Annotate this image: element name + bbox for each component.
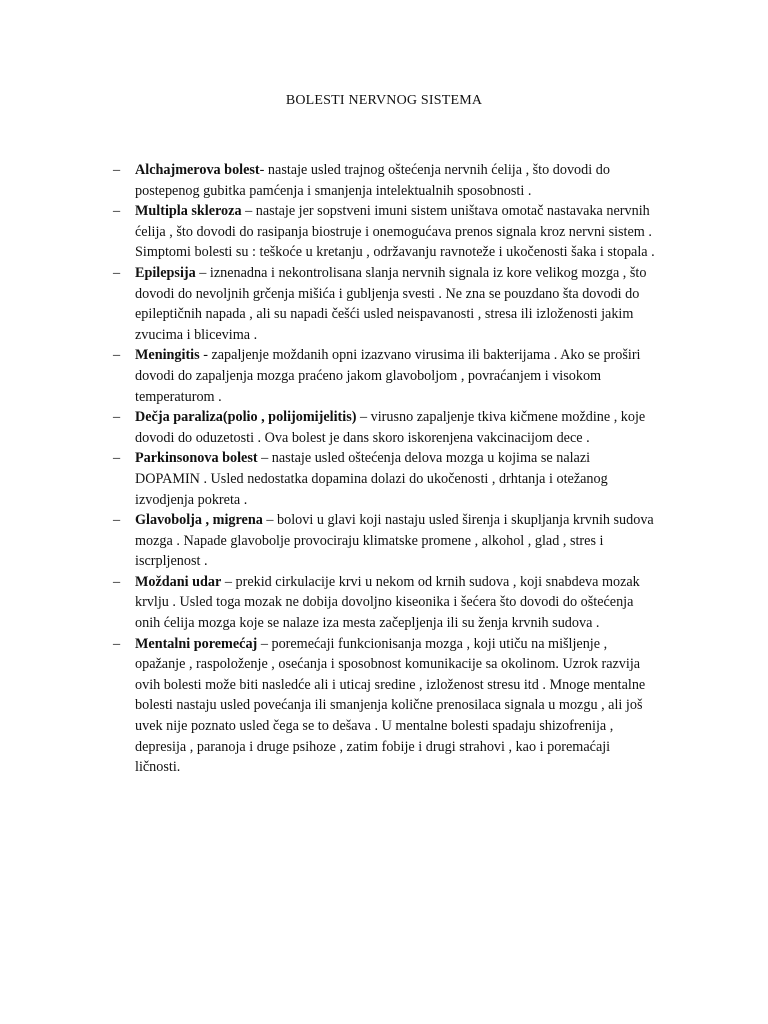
bullet-dash: –: [113, 203, 121, 220]
bullet-dash: –: [113, 162, 121, 178]
bullet-dash: –: [113, 635, 121, 652]
bullet-dash: –: [113, 512, 121, 529]
list-item: [0, 448, 655, 510]
page-title: BOLESTI NERVNOG SISTEMA: [285, 93, 483, 108]
item-term: Parkinsonova bolest: [135, 450, 258, 467]
item-text: - zapaljenje moždanih opni izazvano virusima ili bakterijama . Ako se proširi dovodi do zapaljenja mozga praćeno jakom glavoboljom , povraćanjem i visokom temperaturom .: [135, 347, 641, 405]
item-term: Moždani udar: [135, 573, 222, 590]
item-term: Dečja paraliza(polio , polijomijelitis): [135, 409, 357, 426]
bullet-dash: –: [113, 450, 121, 467]
item-text: – nastaje jer sopstveni imuni sistem uništava omotač nastavaka nervnih ćelija , što dovodi do rasipanja biostruje i onemogućava prenos signala kroz nervni sistem . Simptomi bolesti su : teškoće u kretanju , održavanju ravnoteže i ukočenosti šaka i stopala .: [135, 203, 655, 261]
bullet-dash: –: [113, 264, 121, 281]
item-term: Multipla skleroza: [135, 203, 242, 220]
list-item: [0, 510, 655, 572]
item-text: – nastaje usled oštećenja delova mozga u kojima se nalazi DOPAMIN . Usled nedostatka dopamina dolazi do ukočenosti , drhtanja i otežanog izvodjenja pokreta .: [135, 450, 608, 508]
item-text: - nastaje usled trajnog oštećenja nervnih ćelija , što dovodi do postepenog gubitka pamćenja i smanjenja intelektualnih sposobnosti .: [135, 162, 610, 199]
item-text: – virusno zapaljenje tkiva kičmene moždine , koje dovodi do oduzetosti . Ova bolest je dans skoro iskorenjena vakcinacijom dece .: [135, 409, 646, 446]
list-item: [0, 345, 655, 407]
item-term: Meningitis: [135, 347, 200, 364]
bullet-dash: –: [113, 347, 121, 364]
list-item: [0, 201, 655, 263]
item-text: – iznenadna i nekontrolisana slanja nervnih signala iz kore velikog mozga , što dovodi do nevoljnih grčenja mišića i gubljenja svesti . Ne zna se pouzdano šta dovodi do epileptičnih napada , ali su napadi češći usled neispavanosti , stresa ili izloženosti jakim zvucima i blicevima .: [135, 264, 647, 343]
item-term: Epilepsija: [135, 264, 196, 281]
item-text: – poremećaji funkcionisanja mozga , koji utiču na mišljenje , opažanje , raspoloženje , osećanja i sposobnost komunikacije sa okolinom. Uzrok razvija ovih bolesti može biti nasledće ali i uticaj sredine , izloženost stresu itd . Mnoge mentalne bolesti nastaju usled povećanja ili smanjenja količne prenosilaca signala u mozgu , ali još uvek nije poznato usled čega se to dešava . U mentalne bolesti spadaju shizofrenija , depresija , paranoja i druge psihoze , zatim fobije i drugi strahovi , kao i poremaćaji ličnosti.: [135, 635, 646, 776]
list-item: [0, 160, 655, 201]
list-item: [0, 407, 655, 448]
disease-list: [0, 160, 768, 778]
list-item: [0, 263, 655, 345]
item-term: Glavobolja , migrena: [135, 512, 263, 529]
bullet-dash: –: [113, 409, 121, 426]
list-item: [0, 572, 655, 634]
item-term: Alchajmerova bolest: [135, 162, 260, 178]
item-term: Mentalni poremećaj: [135, 635, 258, 652]
bullet-dash: –: [113, 573, 121, 590]
item-text: – prekid cirkulacije krvi u nekom od krnih sudova , koji snabdeva mozak krvlju . Usled toga mozak ne dobija dovoljno kiseonika i šećera što dovodi do oštećenja onih ćelija mozga koje se nalaze iza mesta začepljenja ili su ženja krvnih sudova .: [135, 573, 640, 632]
list-item: [0, 634, 655, 778]
item-text: – bolovi u glavi koji nastaju usled širenja i skupljanja krvnih sudova mozga . Napade glavobolje provociraju klimatske promene , alkohol , glad , stres i iscrpljenost .: [135, 512, 654, 570]
